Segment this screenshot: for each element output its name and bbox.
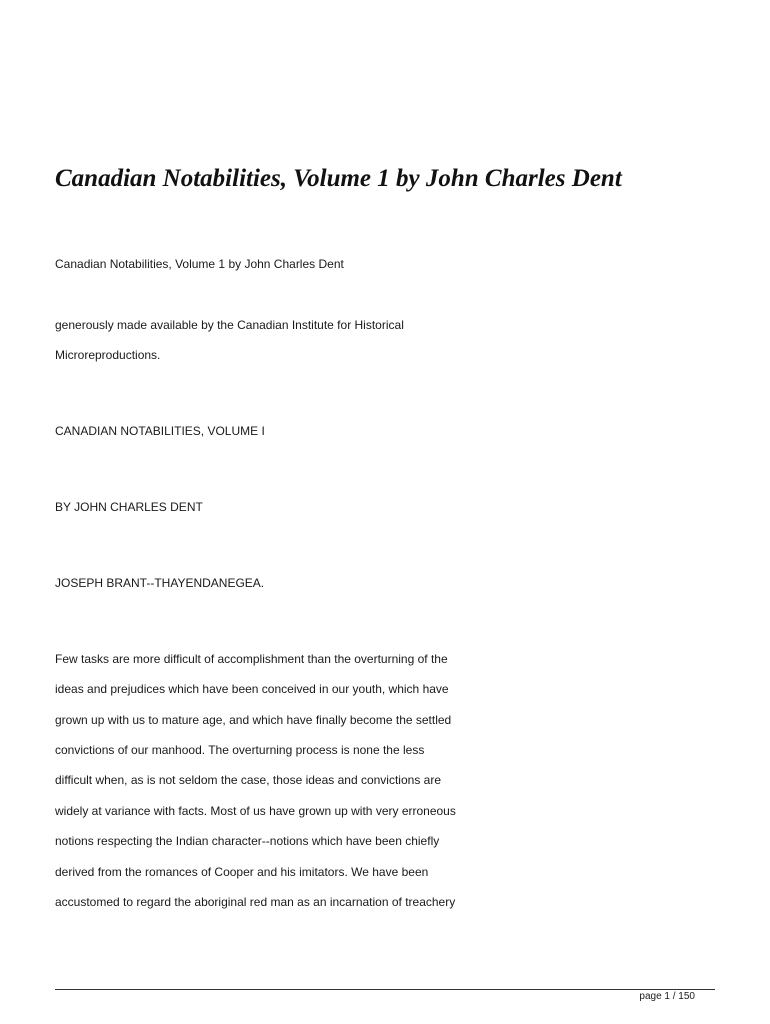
chapter-heading: JOSEPH BRANT--THAYENDANEGEA. [55, 576, 265, 590]
page-number: page 1 / 150 [639, 991, 695, 1002]
text-line: difficult when, as is not seldom the case, those ideas and convictions are [55, 773, 441, 787]
page-title: Canadian Notabilities, Volume 1 by John Charles Dent [55, 165, 622, 192]
section-heading: CANADIAN NOTABILITIES, VOLUME I [55, 424, 265, 438]
text-line: convictions of our manhood. The overturning process is none the less [55, 743, 425, 757]
text-line: Microreproductions. [55, 348, 161, 362]
text-line: Canadian Notabilities, Volume 1 by John Charles Dent [55, 257, 344, 271]
text-line: derived from the romances of Cooper and his imitators. We have been [55, 865, 429, 879]
footer-divider [55, 989, 715, 990]
text-line: Few tasks are more difficult of accomplishment than the overturning of the [55, 652, 448, 666]
text-line: ideas and prejudices which have been conceived in our youth, which have [55, 682, 449, 696]
text-line: accustomed to regard the aboriginal red man as an incarnation of treachery [55, 895, 456, 909]
text-line: generously made available by the Canadian Institute for Historical [55, 318, 404, 332]
text-line: notions respecting the Indian character--notions which have been chiefly [55, 834, 440, 848]
author-line: BY JOHN CHARLES DENT [55, 500, 203, 514]
text-line: widely at variance with facts. Most of us have grown up with very erroneous [55, 804, 456, 818]
text-line: grown up with us to mature age, and which have finally become the settled [55, 713, 452, 727]
